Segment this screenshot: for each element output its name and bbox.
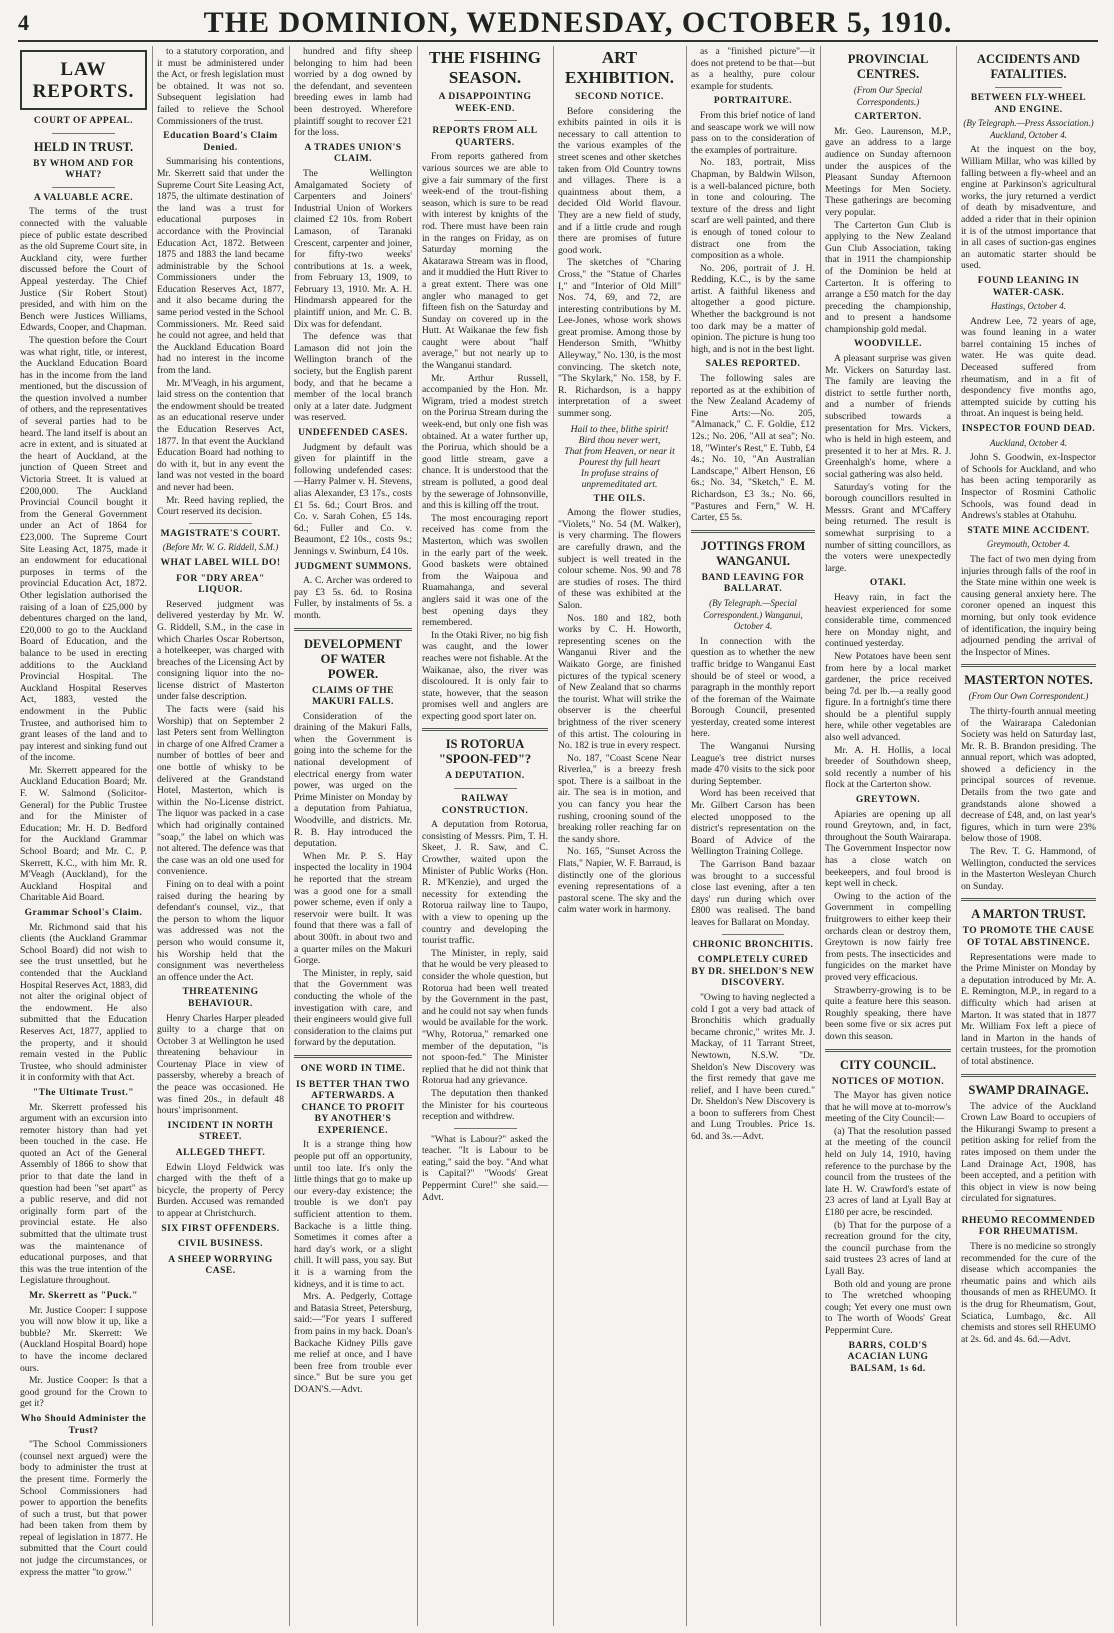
dateline: (By Telegraph.—Press Association.) Auckland, October 4. [963,118,1094,140]
dateline: Greymouth, October 4. [986,539,1071,550]
paragraph: The deputation then thanked the Minister for his courteous reception and withdrew. [422,1087,548,1123]
column-3 [294,46,412,1626]
divider [995,1210,1063,1211]
advert-text: "What is Labour?" asked the teacher. "It is Labour to be eating," said the boy. "And what is Capital?" "Woods' Great Peppermint Cure!" she said.—Advt. [422,1133,548,1203]
article-subtitle: BAND LEAVING FOR BALLARAT. [701,572,805,595]
paragraph: Mr. Justice Cooper: Is that a good ground for the Crown to get it? [20,1375,147,1410]
court-heading: MAGISTRATE'S COURT. [160,528,281,539]
paragraph: as a "finished picture"—it does not pretend to be that—but as a healthy, pure colour example for students. [691,46,815,92]
article-subtitle: A DISAPPOINTING WEEK-END. [438,92,532,114]
place-heading: CARTERTON. [854,112,922,123]
subheading: ALLEGED THEFT. [175,1148,266,1159]
column-8 [961,46,1096,1626]
paragraph: Mr. Justice Cooper: I suppose you will now blow it up, like a bubble? Mr. Skerrett: We (Auckland Hospital Board) hope to have the income declared ours. [20,1304,147,1374]
article-title: HELD IN TRUST. [33,139,134,154]
masthead [18,6,1098,42]
column-1 [20,46,147,1626]
paragraph: The sketches of "Charing Cross," the "Statue of Charles I," and "Interior of Old Mill" Nos. 74, 69, and 72, are interesting contributions by M. Lee-Jones, whose work shows great promise. Among those by Henderson Smith, "Whitby Alleyway," No. 130, is the most convincing. The sketch note, "The Skylark," No. 158, by F. R. Richardson, is a happy interpretation of a sweet summer song. [558,257,681,420]
article-title: INSPECTOR FOUND DEAD. [961,424,1096,435]
paragraph: Mr. Geo. Laurenson, M.P., gave an address to a large audience on Sunday afternoon under the auspices of the Pleasant Sunday Afternoon Meetings for Men Society. These gatherings are becoming very popular. [825,125,951,218]
paragraph: In the Otaki River, no big fish was caught, and the lower reaches were not fishable. At the Waikanae, also, the river was discoloured. It is only fair to state, however, that the season promises well and anglers are expecting good sport later on. [422,629,548,722]
section-title: LAW REPORTS. [32,59,135,102]
column-rule [553,46,554,1626]
column-7 [825,46,951,1626]
subheading: SIX FIRST OFFENDERS. [161,1223,280,1234]
paragraph: Consideration of the draining of the Makuri Falls, when the Government is going into the scheme for the national development of electrical energy from water power, was urged on the Prime Minister on Monday by a deputation from Pahiatua, Woodville, and districts. Mr. R. B. Hay introduced the deputation. [294,710,412,850]
subheading: UNDEFENDED CASES. [298,428,408,438]
paragraph: The facts were (said his Worship) that on September 2 last Peters sent from Wellington in charge of one Alfred Cramer a number of bottles of beer and one bottle of whisky to be delivered at the Grandstand Hotel, Masterton, which is within the No-License district. The liquor was packed in a case which had originally contained "soap," the label on which was not altered. The defence was that the case was an old one used for convenience. [157,704,284,878]
divider [454,120,517,121]
article-title: SWAMP DRAINAGE. [968,1082,1089,1097]
dateline: Auckland, October 4. [990,437,1067,448]
subheading: A TRADES UNION'S CLAIM. [304,142,402,165]
divider [722,934,784,935]
paragraph: Mr. Richmond said that his clients (the Auckland Grammar School Board) did not wish to see the trust unsettled, but he contended that the Auckland Hospital Reserves Act, 1883, did not alter the original object of the endowment. He also submitted that the Education Reserves Act, 1877, applied to the property, and it should remain vested in the Public Trustee, who should administer it in conformity with that Act. [20,921,147,1084]
divider [294,628,412,631]
article-subtitle: FOR "DRY AREA" LIQUOR. [176,573,265,596]
paragraph: The advice of the Auckland Crown Law Board to occupiers of the Hikurangi Swamp to present a petition asking for relief from the rates imposed on them under the Land Drainage Act, 1908, has been accepted, and a petition with this object in view is now being circulated for signatures. [961,1100,1096,1205]
paragraph: From reports gathered from various sources we are able to give a fair summary of the first week-end of the trout-fishing season, which is sure to be read with interest by knights of the rod. There must have been rain in the ranges on Friday, as on Saturday morning the Akatarawa Stream was in flood, and it muddied the Hutt River to a great extent. There was one angler who managed to get fifteen fish on the Saturday and Sunday on covered up in the Hutt. At Waikanae the few fish caught were about "half average," but not nearly up to the Wanganui standard. [422,151,548,372]
paragraph: Mrs. A. Pedgerly, Cottage and Batasia Street, Petersburg, said:—"For years I suffered from pains in my back. Doan's Backache Kidney Pills gave me relief at once, and I have been free from trouble ever since." But be sure you get DOAN'S.—Advt. [294,1291,412,1395]
divider [961,898,1096,901]
paragraph: The Mayor has given notice that he will move at to-morrow's meeting of the City Council:— [825,1090,951,1125]
paragraph: In connection with the question as to whether the new traffic bridge to Wanganui East should be of steel or wood, a paragraph in the monthly report of the foreman of the Waimate Borough Council, presented yesterday, created some interest here. [691,635,815,740]
paragraph: The Wanganui Nursing League's tree district nurses made 470 visits to the sick poor during September. [691,741,815,787]
subheading: "The Ultimate Trust." [32,1087,135,1098]
article-subtitle: BY WHOM AND FOR WHAT? [33,158,134,181]
paragraph: Owing to the action of the Government in compelling fruitgrowers to either keep their orchards clean or destroy them, Greytown is now fairly free from pests. The insecticides and fungicides on the market have proved very efficacious. [825,890,951,983]
poem-quote [558,424,681,490]
section-title: THE FISHING SEASON. [429,48,541,87]
dateline: Hastings, October 4. [991,301,1066,312]
paragraph: The Minister, in reply, said that he would be very pleased to consider the whole question, but Rotorua had been well treated by the Government in the past, and he could not say when funds would be available for the work. "Why, Rotorua," remarked one member of the deputation, "is not spoon-fed." The Minister replied that he did not think that Rotorua had any grievance. [422,947,548,1087]
poem-line: Bird thou never wert, [578,434,661,446]
advert-title: CHRONIC BRONCHITIS. [692,939,814,950]
column-rule [956,46,957,1626]
column-rule [686,46,687,1626]
paragraph: No. 183, portrait, Miss Chapman, by Baldwin Wilson, is a well-balanced picture, both in tone and colouring. The texture of the dress and light scarf are well painted, and there is enough of toned colour to distract one from the composition as a whole. [691,157,815,262]
paragraph: Mr. Skerrett appeared for the Auckland Education Board; Mr. F. W. Salmond (Solicitor-General) for the Public Trustee and for the Minister of Education; Mr. H. D. Bedford for the Auckland Grammar School Board; and Mr. C. P. Skerrett, K.C., with him Mr. R. M'Veagh (Auckland), for the Auckland Hospital and Charitable Aid Board. [20,764,147,904]
paragraph: Nos. 180 and 182, both works by C. H. Howorth, representing scenes on the Wanganui River and the Waikato Gorge, are finished pictures of the typical scenery of New Zealand that so charms the tourist. What will strike the observer is the cheerful brightness of the river scenery of this artist. The colouring in No. 182 is true in every respect. [558,612,681,752]
column-rule [152,46,153,1626]
paragraph: Mr. M'Veagh, in his argument, laid stress on the contention that the endowment should be treated as an educational reserve under the Education Reserves Act, 1877. In that event the Auckland Education Board had nothing to do with it, but in any event the land was not vested in the board and never had been. [157,377,284,493]
court-heading: COURT OF APPEAL. [33,116,134,126]
paragraph: The most encouraging report received has come from the Masterton, which was swollen in the early part of the week. Good baskets were obtained from the Waipoua and Ruamahanga, and several anglers said it was one of the best opening days they remembered. [422,512,548,629]
subheading: Grammar School's Claim. [24,908,143,918]
paragraph: Reserved judgment was delivered yesterday by Mr. W. G. Riddell, S.M., in the case in which Charles Oscar Robertson, a hotelkeeper, was charged with breaches of the Licensing Act by consigning liquor into the no-license district of Masterton under false description. [157,598,284,703]
divider [52,133,116,134]
paragraph: It is a strange thing how people put off an opportunity, until too late. It's only the little things that go to make up our every-day existence; the trouble is we don't pay sufficient attention to them. Backache is a little thing. Sometimes it comes after a hard day's work, or a slight chill. It will pass, you say. But it is a warning from the kidneys, and it is time to act. [294,1139,412,1290]
paragraph: The Minister, in reply, said that the Government was conducting the whole of the investigation with care, and their engineers would give full consideration to the claims put forward by the deputation. [294,967,412,1049]
subheading: JUDGMENT SUMMONS. [294,561,412,572]
paragraph: The Garrison Band bazaar was brought to a successful close last evening, after a ten days' run during which over £800 was realised. The band leaves for Ballarat on Monday. [691,859,815,928]
article-subtitle: RAILWAY CONSTRUCTION. [441,794,529,816]
paragraph: Strawberry-growing is to be quite a feature here this season. Roughly speaking, there have been some five or six acres put down this season. [825,984,951,1042]
article-title: IS ROTORUA "SPOON-FED"? [438,737,532,767]
paragraph: A deputation from Rotorua, consisting of Messrs. Pim, T. H. Skeet, J. R. Saw, and C. Crowther, waited upon the Minister of Public Works (Hon. R. M'Kenzie), and urged the necessity for extending the Rotorua railway line to Taupo, with a view to opening up the country and developing the tourist traffic. [422,819,548,947]
article-title: DEVELOPMENT OF WATER POWER. [304,636,402,681]
paragraph: The terms of the trust connected with the valuable piece of public estate described as the old Supreme Court site, in Auckland city, were further discussed before the Court of Appeal yesterday. The Chief Justice (Sir Robert Stout) presided, and with him on the Bench were Justices Williams, Edwards, Cooper, and Chapman. [20,206,147,334]
article-subtitle: TO PROMOTE THE CAUSE OF TOTAL ABSTINENCE. [962,926,1095,948]
column-rule [417,46,418,1626]
paragraph: No. 165, "Sunset Across the Flats," Napier, W. F. Barraud, is distinctly one of the glorious evening representations of a pastoral scene. The sky and the calm water work in harmony. [558,846,681,916]
court-subheading: (Before Mr. W. G. Riddell, S.M.) [162,542,279,553]
subheading: INCIDENT IN NORTH STREET. [167,1120,274,1143]
article-title: A MARTON TRUST. [971,907,1086,922]
paragraph: A pleasant surprise was given Mr. Vickers on Saturday last. The family are leaving the district to settle further north, and a number of friends subscribed towards a presentation for Mrs. Vickers, who is held in high esteem, and presented it to her at Mrs. R. J. Greenhalgh's home, where a social gathering was also held. [825,353,951,480]
paragraph: "The School Commissioners (counsel next argued) were the body to administer the trust at the present time. Formerly the School Commissioners had power to apportion the benefits of such a trust, but that power had been taken from them by repeal of legislation in 1877. He submitted that the Court could not judge the circumstances, or express the matter "to grow." [20,1439,147,1578]
article-kicker: A VALUABLE ACRE. [33,192,134,203]
paragraph: No. 206, portrait of J. H. Redding, K.C., is by the same artist. A faithful likeness and altogether a good picture. Whether the background is not too dark may be a matter of opinion. The picture is hung too high, and is not in the best light. [691,262,815,355]
advert-subtitle: COMPLETELY CURED BY DR. SHELDON'S NEW DISCOVERY. [691,955,815,989]
advert-title: BARRS, COLD'S ACACIAN LUNG BALSAM, 1s 6d. [847,1340,929,1374]
paragraph: Andrew Lee, 72 years of age, was found leaning in a water barrel containing 15 inches of water. He was quite dead. Deceased suffered from rheumatism, and in a fit of despondency five months ago, attempted suicide by cutting his throat. An inquest is being held. [961,315,1096,420]
paragraph: Mr. Skerrett professed his argument with an excursion into remoter history than had yet been touched in the case. He quoted an Act of the General Assembly of 1866 to show that prior to that date the land in question had been "set apart" as a public reserve, and did not originally form part of the provincial estate. He also submitted that the ultimate trust was the maintenance of educational purposes, and that this was the true intention of the Legislature throughout. [20,1101,147,1287]
subheading: Mr. Skerrett as "Puck." [29,1291,138,1301]
paragraph: The following sales are reported as at the exhibition of the New Zealand Academy of Fine Arts:—No. 205, "Almanack," C. F. Goldie, £12 12s.; No. 206, "All at sea"; No. 18, "Winter's Rest," E. Tubb, £4 4s.; No. 10, "An Australian Landscape," Albert Henson, £6 6s.; No. 34, "Sketch," E. M. Richardson, £3 3s.; No. 66, "Pastures and Fern," W. H. Carter, £5 5s. [691,373,815,524]
article-subtitle: REPORTS FROM ALL QUARTERS. [432,126,538,148]
paragraph: The defence was that Lamason did not join the Wellington branch of the society, but the English parent body, and that he became a member of the local branch only at a later date. Judgment was reserved. [294,331,412,424]
subheading: Education Board's Claim Denied. [163,131,278,153]
subheading: THREATENING BEHAVIOUR. [182,987,259,1009]
section-title: PROVINCIAL CENTRES. [847,52,929,81]
column-4 [422,46,548,1626]
paragraph: to a statutory corporation, and it must be administered under the Act, or fresh legislation must be obtained. It was not so. Subsequent legislation had failed to relieve the School Commissioners of the trust. [157,46,284,127]
paragraph: The thirty-fourth annual meeting of the Wairarapa Caledonian Society was held on Saturday last, Mr. R. B. Brandon presiding. The annual report, which was adopted, showed a deficiency in the principal sources of revenue. Details from the two gate and grandstands alone showed a decrease of £48, and, on last year's figures, which in turn were 23% below those of 1908. [961,705,1096,845]
article-subtitle: A DEPUTATION. [445,771,525,782]
paragraph: Apiaries are opening up all round Greytown, and, in fact, throughout the South Wairarapa. The Government Inspector now has a close watch on beekeepers, and foul brood is kept well in check. [825,808,951,890]
divider [52,187,116,188]
subheading: SALES REPORTED. [705,359,801,370]
divider [422,728,548,731]
advert-title: ONE WORD IN TIME. [300,1063,406,1074]
paragraph: Mr. Reed having replied, the Court reserved its decision. [157,494,284,518]
section-title: ACCIDENTS AND FATALITIES. [976,52,1081,81]
column-rule [820,46,821,1626]
poem-line: In profuse strains of unpremeditated art. [580,467,659,490]
section-title: ART EXHIBITION. [564,48,675,87]
poem-line: Hail to thee, blithe spirit! [570,423,669,435]
divider [294,1055,412,1058]
paragraph: At the inquest on the boy, William Millar, who was killed by falling between a fly-wheel and an engine at Parkinson's agricultural works, the jury returned a verdict of death by misadventure, and added a rider that in their opinion it is of the utmost importance that in all cases of suction-gas engines an automatic starter should be used. [961,144,1096,272]
paragraph: A. C. Archer was ordered to pay £3 5s. 6d. to Rosina Fuller, by instalments of 5s. a month. [294,575,412,621]
paragraph: Henry Charles Harper pleaded guilty to a charge that on October 3 at Wellington he used threatening behaviour in Courtenay Place in view of passersby, whereby a breach of the peace was occasioned. He was fined 20s., in default 48 hours' imprisonment. [157,1012,284,1117]
paragraph: Representations were made to the Prime Minister on Monday by a deputation introduced by Mr. A. E. Remington, M.P., in regard to a difficulty which had arisen at Marton. It was stated that in 1877 Mr. William Fox left a piece of land in Marton in the hands of certain trustees, for the promotion of total abstinence. [961,951,1096,1067]
article-title: MASTERTON NOTES. [964,673,1093,688]
paragraph: The Wellington Amalgamated Society of Carpenters and Joiners' Industrial Union of Workers claimed £2 10s. from Robert Lamason, of Taranaki Crescent, carpenter and joiner, for fifty-two weeks' contributions at 1s. a week, from February 13, 1909, to February 13, 1910. Mr. A. H. Hindmarsh appeared for the plaintiff union, and Mr. C. B. Dix was for defendant. [294,167,412,330]
dateline: (By Telegraph.—Special Correspondent.) Wanganui, October 4. [703,597,803,632]
place-heading: WOODVILLE. [853,339,923,350]
article-subtitle: CLAIMS OF THE MAKURI FALLS. [312,685,394,708]
page-number: 4 [18,10,29,35]
divider [995,87,1063,88]
subheading: Who Should Administer the Trust? [20,1413,147,1436]
divider [961,664,1096,667]
section-subtitle: (From Our Special Correspondents.) [853,85,923,107]
column-2 [157,46,284,1626]
subheading: THE OILS. [593,493,646,504]
paragraph: No. 187, "Coast Scene Near Riverlea," is a breezy fresh spot. There is a sailboat in the air. The sea is in motion, and you can fancy you hear the rushing, crooning sound of the breaking roller reaching far on the sandy shore. [558,752,681,845]
paragraph: Mr. Arthur Russell, accompanied by the Hon. Mr. Wigram, tried a modest stretch on the Porirua Stream during the week-end, but only one fish was obtained. At a water further up, the Porirua, which should be a good little stream, gave a chance. It is understood that the stream is polluted, a good deal by the sewerage of Johnsonville, and this is killing off the trout. [422,372,548,512]
paragraph: The question before the Court was what right, title, or interest, the Auckland Education Board has in the income from the land mentioned, but the discussion of the question involved a number of others, and the representatives of several parties had to be heard. The land itself is about an acre in extent, and is situated at the heart of Auckland, at the junction of Queen Street and Victoria Street. It is valued at £200,000. The Auckland Provincial Council bought it from the General Government under an Act of 1864 for £23,000. The Supreme Court Site Leasing Act, 1875, made it an endowment for educational purposes in terms of the provincial Education Act, 1872. Other legislation authorised the raising of a loan of £25,000 by debentures charged on the land, £20,000 to go to the Auckland Board of Education, and the balance to be used in erecting additions to the Auckland Provincial Hospital. The Auckland Hospital Reserves Act, 1883, vested the endowment in the Public Trustee, and authorised him to grant leases of the land and to pay interest and sinking fund out of the income. [20,334,147,764]
divider [454,788,517,789]
paragraph: New Potatoes have been sent from here by a local market gardener, the price received being 7d. per lb.—a really good figure. In a fortnight's time there should be a plentiful supply here, while other vegetables are also well advanced. [825,650,951,744]
paragraph: Mr. A. H. Hollis, a local breeder of Southdown sheep, sold recently a number of his flock at the Carterton show. [825,744,951,791]
article-title: CITY COUNCIL. [839,1057,937,1072]
subheading: CIVIL BUSINESS. [177,1239,264,1250]
column-5 [558,46,681,1626]
paragraph: The fact of two men dying from injuries through falls of the roof in the State mine within one week is causing general anxiety here. The coroner opened an inquest this morning, but only took evidence of identification, the inquiry being adjourned pending the arrival of the Inspector of Mines. [961,553,1096,658]
paragraph: John S. Goodwin, ex-Inspector of Schools for Auckland, and who has been acting temporarily as Inspector of Rosmini Catholic Schools, was found dead in Andrews's stables at Otahuhu. [961,452,1096,522]
subheading: PORTRAITURE. [713,96,793,107]
paragraph: Summarising his contentions, Mr. Skerrett said that under the Supreme Court Site Leasing Act, 1875, the ultimate destination of the land was a trust for educational purposes in accordance with the Provincial Education Act, 1872. Between 1875 and 1883 the land became administrable by the School Commissioners under the Education Reserves Act, 1877, and it also became during the same period vested in the School Commissioners. Mr. Reed said he could not agree, and held that the Auckland Education Board had no interest in the income from the land. [157,156,284,377]
paragraph: The Carterton Gun Club is applying to the New Zealand Gun Club Association, taking that in 1911 the championship of the Dominion be held at Carterton. It is offering to arrange a £50 match for the day preceding the championship, and to present a handsome championship gold medal. [825,219,951,335]
article-title: WHAT LABEL WILL DO! [160,557,281,568]
paragraph: Judgment by default was given for plaintiff in the following undefended cases:—Harry Palmer v. H. Stevens, alias Alexander, £3 17s., costs £1 5s. 6d.; Court Bros. and Co. v. Sarah Cohen, £5 14s. 6d.; Fuller and Co. v. Beaumont, £2 10s., costs 9s.; Jennings v. Swinburn, £4 10s. [294,441,412,557]
divider [961,1074,1096,1077]
divider [825,1049,951,1052]
article-title: BETWEEN FLY-WHEEL AND ENGINE. [970,93,1087,115]
paragraph: There is no medicine so strongly recommended for the cure of the disease which accompanies the rheumatic pains and which ails thousands of men as RHEUMO. It is the drug for Rheumatism, Gout, Sciatica, Lumbago, &c. All chemists and stores sell RHEUMO at 2s. 6d. and 4s. 6d.—Advt. [961,1241,1096,1345]
paragraph: Word has been received that Mr. Gilbert Carson has been elected unopposed to the district's representation on the Board of Advice of the Wellington Training College. [691,788,815,858]
poem-line: That from Heaven, or near it [564,445,675,457]
divider [454,1128,517,1129]
divider [691,530,815,533]
article-title: FOUND LEANING IN WATER-CASK. [977,275,1080,298]
column-rule [289,46,290,1626]
article-title: STATE MINE ACCIDENT. [967,525,1090,536]
paragraph: Fining on to deal with a point raised during the hearing by defendant's counsel, viz., that the person to whom the liquor was addressed was not the person who would consume it, his Worship held that the consignment was nevertheless an offence under the Act. [157,878,284,983]
article-subtitle: SECOND NOTICE. [575,92,664,102]
article-title: JOTTINGS FROM WANGANUI. [700,538,806,568]
paragraph: hundred and fifty sheep belonging to him had been worried by a dog owned by the defendant, and seventeen breeding ewes in lamb had been destroyed. Wherefore plaintiff sought to recover £21 for the loss. [294,46,412,139]
paragraph: (b) That for the purpose of a recreation ground for the city, the council purchase from the said trustees 23 acres of land at Lyall Bay. [825,1219,951,1277]
column-6 [691,46,815,1626]
paragraph: Among the flower studies, "Violets," No. 54 (M. Walker), is very charming. The flowers are carefully drawn, and the subject is well treated in the colour scheme. Nos. 90 and 78 are studies of roses. The third of these was exhibited at the Salon. [558,507,681,611]
paragraph: "Owing to having neglected a cold I got a very bad attack of Bronchitis which gradually became chronic," writes Mr. J. Mackay, of 11 Tarrant Street, Newtown, N.S.W. "Dr. Sheldon's New Discovery was the first remedy that gave me relief, and I have been cured." Dr. Sheldon's New Discovery is a boon to sufferers from Chest and Lung Troubles. Price 1s. 6d. and 3s.—Advt. [691,991,815,1143]
paragraph: Before considering the exhibits painted in oils it is necessary to call attention to the various examples of the street scenes and other sketches taken from Old Country towns and villages. There is a quaintness about them, a decided Old World flavour. They are a new field of study, and if a little crude and rough there are promises of future good work. [558,105,681,256]
subheading: A SHEEP WORRYING CASE. [168,1254,273,1277]
paragraph: From this brief notice of land and seascape work we will now pass on to the consideration of the examples of portraiture. [691,109,815,156]
paragraph: Heavy rain, in fact the heaviest experienced for some considerable time, commenced here on Monday night, and continued yesterday. [825,591,951,650]
paragraph: When Mr. P. S. Hay inspected the locality in 1904 he reported that the stream was a good one for a small power scheme, even if only a reservoir were built. It was found that there was a fall of about 300ft. in about two and a quarter miles on the Makuri Gorge. [294,850,412,967]
paragraph: (a) That the resolution passed at the meeting of the council held on July 14, 1910, having reference to the purchase by the council from the trustees of the late H. W. Crawford's estate of 23 acres of land at Lyall Bay at £180 per acre, be rescinded. [825,1125,951,1219]
divider [189,523,253,524]
paragraph: Both old and young are prone to The wretched whooping cough; Yet every one must own to The worth of Woods' Great Peppermint Cure. [825,1278,951,1336]
paragraph: The Rev. T. G. Hammond, of Wellington, conducted the services in the Masterton Wesleyan Church on Sunday. [961,846,1096,892]
place-heading: GREYTOWN. [855,795,921,806]
paragraph: Saturday's voting for the borough councillors resulted in Messrs. Grant and M'Caffery being returned. The result is somewhat surprising to a number of sitting councillors, as the voters were unexpectedly large. [825,481,951,574]
article-subtitle: NOTICES OF MOTION. [831,1076,945,1087]
section-header-law-reports [20,50,147,110]
advert-title: RHEUMO RECOMMENDED FOR RHEUMATISM. [961,1215,1096,1238]
poem-line: Pourest thy full heart [578,456,661,468]
paragraph: Edwin Lloyd Feldwick was charged with the theft of a bicycle, the property of Percy Burden. Accused was remanded to appear at Christchurch. [157,1161,284,1219]
newspaper-title: THE DOMINION, WEDNESDAY, OCTOBER 5, 1910. [203,6,953,39]
dateline: (From Our Own Correspondent.) [968,691,1089,702]
advert-subtitle: IS BETTER THAN TWO AFTERWARDS. A CHANCE TO PROFIT BY ANOTHER'S EXPERIENCE. [296,1079,410,1136]
place-heading: OTAKI. [869,578,907,589]
